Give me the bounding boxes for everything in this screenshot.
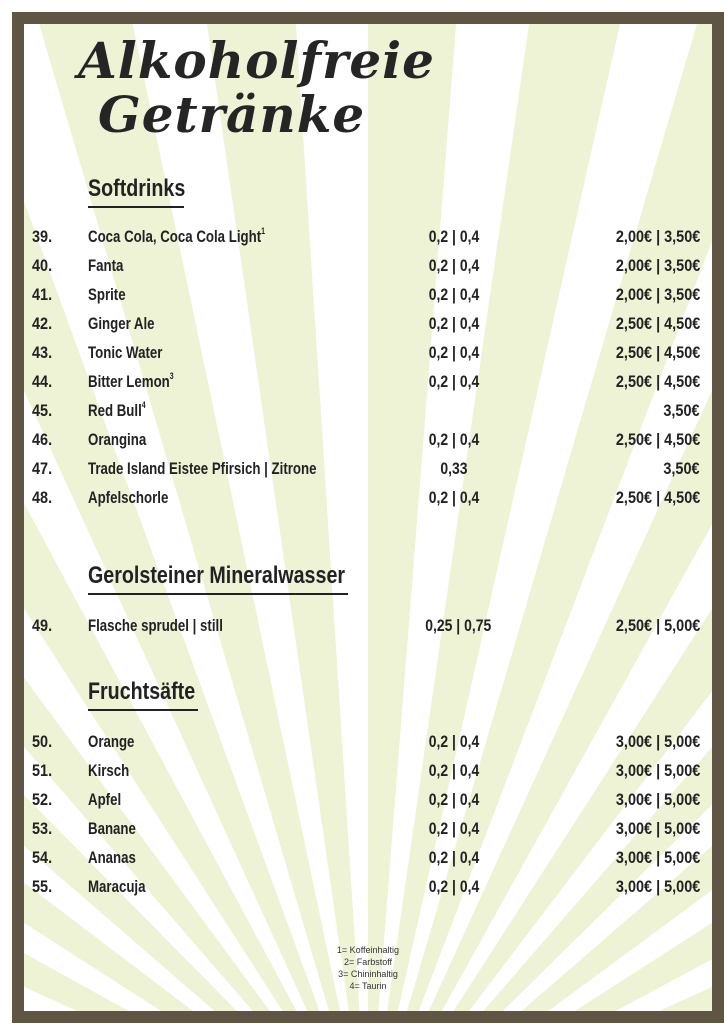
item-name-text: Ananas	[88, 848, 136, 867]
item-volume: 0,2 | 0,4	[428, 790, 480, 809]
item-name-text: Sprite	[88, 285, 126, 304]
item-name-text: Tonic Water	[88, 343, 163, 362]
item-price: 3,00€ | 5,00€	[615, 819, 700, 838]
menu-title-line-1: Alkoholfreie	[78, 31, 435, 90]
menu-item-row	[24, 224, 712, 250]
section-title-softdrinks: Softdrinks	[88, 175, 186, 202]
item-name-text: Red Bull	[88, 401, 142, 420]
item-number: 48.	[32, 488, 53, 507]
item-price: 2,50€ | 4,50€	[615, 372, 700, 391]
section-underline	[88, 593, 348, 595]
menu-title-line-2: Getränke	[98, 85, 366, 144]
item-number: 42.	[32, 314, 53, 333]
item-name	[88, 456, 316, 482]
item-name	[88, 282, 126, 308]
item-name-text: Fanta	[88, 256, 124, 275]
item-name	[88, 253, 123, 279]
item-number: 45.	[32, 401, 53, 420]
menu-item-row	[24, 340, 712, 366]
item-volume: 0,2 | 0,4	[428, 430, 480, 449]
item-name	[88, 758, 129, 784]
item-price: 3,00€ | 5,00€	[615, 732, 700, 751]
item-price: 2,00€ | 3,50€	[615, 256, 700, 275]
item-number: 41.	[32, 285, 53, 304]
menu-frame	[12, 12, 724, 1023]
footnote: 3= Chininhaltig	[338, 969, 398, 979]
item-price: 3,50€	[663, 459, 700, 478]
menu-item-row	[24, 427, 712, 453]
menu-item-row	[24, 845, 712, 871]
allergen-footnotes	[24, 944, 712, 992]
item-name-text: Apfelschorle	[88, 488, 169, 507]
item-number: 39.	[32, 227, 53, 246]
section-underline	[88, 709, 198, 711]
menu-item-row	[24, 456, 712, 482]
item-name	[88, 845, 136, 871]
menu-item-row	[24, 874, 712, 900]
menu-item-row	[24, 369, 712, 395]
item-name-text: Orange	[88, 732, 135, 751]
item-volume: 0,2 | 0,4	[428, 732, 480, 751]
item-price: 3,00€ | 5,00€	[615, 848, 700, 867]
item-name	[88, 224, 265, 250]
menu-item-row	[24, 398, 712, 424]
menu-item-row	[24, 311, 712, 337]
item-volume: 0,33	[440, 459, 468, 478]
item-number: 54.	[32, 848, 53, 867]
item-volume: 0,2 | 0,4	[428, 285, 480, 304]
item-number: 43.	[32, 343, 53, 362]
menu-item-row	[24, 729, 712, 755]
item-name	[88, 729, 134, 755]
footnote: 2= Farbstoff	[343, 957, 393, 967]
item-price: 2,00€ | 3,50€	[615, 227, 700, 246]
item-name-text: Coca Cola, Coca Cola Light	[88, 227, 262, 246]
item-number: 53.	[32, 819, 53, 838]
item-name-text: Ginger Ale	[88, 314, 155, 333]
item-volume: 0,2 | 0,4	[428, 343, 480, 362]
item-name	[88, 787, 121, 813]
menu-item-row	[24, 485, 712, 511]
item-name	[88, 816, 136, 842]
item-name-text: Orangina	[88, 430, 147, 449]
item-price: 2,50€ | 4,50€	[615, 488, 700, 507]
item-name-text: Kirsch	[88, 761, 130, 780]
item-price: 3,00€ | 5,00€	[615, 877, 700, 896]
menu-item-row	[24, 816, 712, 842]
item-name-text: Bitter Lemon	[88, 372, 170, 391]
item-volume: 0,25 | 0,75	[425, 616, 492, 635]
item-name	[88, 311, 155, 337]
item-volume: 0,2 | 0,4	[428, 877, 480, 896]
item-name-text: Apfel	[88, 790, 122, 809]
item-name	[88, 369, 174, 395]
item-price: 2,50€ | 5,00€	[615, 616, 700, 635]
footnote-marker: 3	[169, 371, 174, 381]
item-volume: 0,2 | 0,4	[428, 256, 480, 275]
item-volume: 0,2 | 0,4	[428, 819, 480, 838]
item-number: 40.	[32, 256, 53, 275]
item-volume: 0,2 | 0,4	[428, 372, 480, 391]
item-name-text: Maracuja	[88, 877, 146, 896]
menu-item-row	[24, 787, 712, 813]
item-name	[88, 398, 146, 424]
section-title-fruchtsaefte: Fruchtsäfte	[88, 678, 196, 705]
footnote: 4= Taurin	[349, 981, 387, 991]
item-price: 2,00€ | 3,50€	[615, 285, 700, 304]
item-price: 2,50€ | 4,50€	[615, 343, 700, 362]
item-name	[88, 340, 162, 366]
menu-item-row	[24, 253, 712, 279]
item-price: 3,00€ | 5,00€	[615, 761, 700, 780]
item-volume: 0,2 | 0,4	[428, 227, 480, 246]
item-name-text: Trade Island Eistee Pfirsich | Zitrone	[88, 459, 317, 478]
menu-item-row	[24, 282, 712, 308]
item-number: 47.	[32, 459, 53, 478]
item-volume: 0,2 | 0,4	[428, 848, 480, 867]
item-number: 46.	[32, 430, 53, 449]
item-name-text: Flasche sprudel | still	[88, 616, 223, 635]
item-name	[88, 613, 223, 639]
item-number: 55.	[32, 877, 53, 896]
menu-item-row	[24, 758, 712, 784]
menu-item-row	[24, 613, 712, 639]
footnote: 1= Koffeinhaltig	[336, 945, 400, 955]
item-price: 2,50€ | 4,50€	[615, 430, 700, 449]
item-number: 44.	[32, 372, 53, 391]
item-name	[88, 485, 168, 511]
section-underline	[88, 206, 184, 208]
item-volume: 0,2 | 0,4	[428, 314, 480, 333]
item-number: 50.	[32, 732, 53, 751]
item-number: 51.	[32, 761, 53, 780]
item-name	[88, 427, 146, 453]
item-price: 3,50€	[663, 401, 700, 420]
item-volume: 0,2 | 0,4	[428, 488, 480, 507]
section-title-mineralwasser: Gerolsteiner Mineralwasser	[88, 562, 346, 589]
footnote-marker: 1	[261, 226, 266, 236]
footnote-marker: 4	[141, 400, 146, 410]
item-number: 52.	[32, 790, 53, 809]
item-name-text: Banane	[88, 819, 136, 838]
item-number: 49.	[32, 616, 53, 635]
item-volume: 0,2 | 0,4	[428, 761, 480, 780]
item-price: 3,00€ | 5,00€	[615, 790, 700, 809]
item-name	[88, 874, 145, 900]
item-price: 2,50€ | 4,50€	[615, 314, 700, 333]
